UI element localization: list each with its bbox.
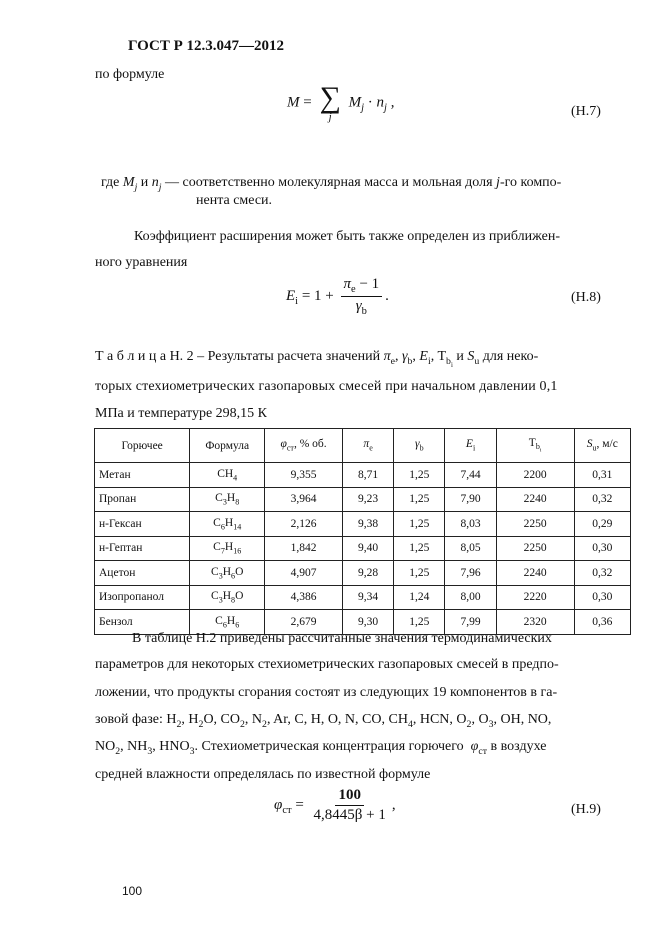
table-row: [95, 487, 631, 512]
header-phi-unit: , % об.: [293, 438, 327, 451]
eq-h9-lhs-sub: ст: [282, 804, 292, 816]
cell-gamma: 1,25: [394, 536, 445, 561]
cell-t: 2250: [496, 536, 574, 561]
eq-h8-numerator: [341, 276, 383, 297]
formula-subscript: 8: [235, 497, 240, 507]
para-phi-sub: ст: [478, 745, 488, 757]
cell-t: 2220: [496, 585, 574, 610]
para-table-line4: [95, 711, 551, 734]
eq-h8-den-sub: b: [361, 306, 367, 317]
cell-e: 8,03: [445, 512, 496, 537]
eq-h9-denominator: 4,8445β + 1: [313, 807, 386, 823]
cell-formula: [190, 585, 265, 610]
cell-pi: 9,30: [342, 610, 393, 635]
component-subscript: 2: [466, 718, 472, 730]
component-subscript: 3: [189, 745, 195, 757]
cell-t: 2240: [496, 561, 574, 586]
header-pi-sub: e: [369, 443, 373, 453]
eq-h8-rhs-start: = 1 +: [301, 287, 334, 304]
cell-s: 0,29: [574, 512, 630, 537]
table-header-row: [95, 429, 631, 463]
cell-t: 2320: [496, 610, 574, 635]
cell-formula: [190, 561, 265, 586]
para-table-line1: В таблице Н.2 приведены рассчитанные значения термодинамических: [132, 631, 552, 646]
cell-phi: 1,842: [265, 536, 343, 561]
formula-part: H: [226, 492, 236, 505]
formula-subscript: 8: [231, 595, 236, 605]
formula-part: CH: [217, 467, 234, 480]
component-text: , HNO: [152, 739, 190, 754]
cell-s: 0,31: [574, 463, 630, 488]
cell-e: 8,00: [445, 585, 496, 610]
caption-and: и: [456, 349, 464, 364]
cell-e: 7,96: [445, 561, 496, 586]
eq-h8-lhs: E: [286, 287, 296, 304]
where-word: где: [101, 175, 120, 190]
cell-gamma: 1,25: [394, 487, 445, 512]
cell-s: 0,32: [574, 487, 630, 512]
equation-number-h8: (Н.8): [571, 290, 601, 305]
para-table-line6: средней влажности определялась по известной формуле: [95, 767, 431, 782]
cell-pi: 9,23: [342, 487, 393, 512]
caption-s: S: [467, 349, 475, 364]
cell-gamma: 1,25: [394, 561, 445, 586]
cell-phi: 4,907: [265, 561, 343, 586]
where-clause-line2: нента смеси.: [196, 193, 273, 208]
component-subscript: 2: [115, 745, 121, 757]
cell-s: 0,30: [574, 536, 630, 561]
formula-part: C: [213, 516, 221, 529]
intro-text: по формуле: [95, 67, 165, 82]
eq-h8-lhs-sub: i: [295, 295, 299, 307]
cell-s: 0,30: [574, 585, 630, 610]
caption-t: T: [437, 349, 447, 364]
formula-part: C: [211, 565, 219, 578]
header-pi: [342, 429, 393, 463]
component-subscript: 2: [198, 718, 204, 730]
component-text: , N: [244, 712, 263, 727]
table-caption-line3: МПа и температуре 298,15 К: [95, 406, 267, 421]
formula-part: O: [235, 565, 244, 578]
eq-h9-trail: ,: [391, 796, 396, 813]
component-subscript: 2: [240, 718, 245, 730]
page-number: 100: [122, 884, 143, 898]
equation-number-h7: (Н.7): [571, 104, 601, 119]
cell-formula: [190, 463, 265, 488]
cell-gamma: 1,25: [394, 463, 445, 488]
caption-pi: π: [383, 349, 391, 364]
component-text: , NH: [120, 739, 148, 754]
where-clause-line1: [101, 174, 561, 197]
cell-phi: 4,386: [265, 585, 343, 610]
header-fuel: Горючее: [95, 429, 190, 463]
component-text: H: [166, 712, 177, 727]
sum-index: j: [328, 111, 332, 123]
formula-subscript: 7: [220, 546, 225, 556]
caption-lead: Т а б л и ц а Н. 2 – Результаты расчета значений: [95, 349, 381, 364]
component-list-part1: [166, 712, 552, 730]
eq-h7-term-m-sub: j: [361, 102, 365, 114]
table-body: [95, 463, 631, 635]
header-s-symbol: S: [586, 438, 593, 451]
cell-pi: 8,71: [342, 463, 393, 488]
cell-t: 2250: [496, 512, 574, 537]
cell-formula: [190, 512, 265, 537]
eq-h8-den-gamma: γ: [355, 298, 362, 314]
eq-h8-denominator: [353, 297, 370, 317]
formula-part: H: [222, 590, 232, 603]
formula-part: C: [215, 492, 223, 505]
formula-subscript: 14: [233, 521, 242, 531]
caption-gamma: γ: [401, 349, 408, 364]
eq-h8-fraction: [341, 276, 383, 317]
header-t: [496, 429, 574, 463]
cell-gamma: 1,25: [394, 512, 445, 537]
component-text: , OH, NO,: [493, 712, 552, 727]
component-text: , Ar, C, H, O, N, CO, CH: [266, 712, 408, 727]
component-text: , HCN, O: [412, 712, 467, 727]
formula-part: H: [226, 614, 236, 627]
document-header: ГОСТ Р 12.3.047—2012: [128, 38, 285, 54]
para-table-line5-end: в воздухе: [490, 739, 547, 754]
header-phi: [265, 429, 343, 463]
where-and: и: [140, 175, 149, 190]
formula-part: C: [213, 541, 221, 554]
caption-gamma-sub: b: [407, 355, 413, 367]
para-phi: φ: [470, 739, 479, 754]
eq-h7-equals: =: [303, 94, 312, 111]
formula-part: H: [224, 541, 234, 554]
header-phi-symbol: φ: [280, 438, 287, 451]
where-dash: —: [165, 175, 180, 190]
cell-gamma: 1,24: [394, 585, 445, 610]
formula-subscript: 3: [218, 595, 223, 605]
formula-subscript: 3: [222, 497, 227, 507]
eq-h9-numerator: 100: [335, 787, 364, 806]
caption-line1-end: для неко-: [482, 349, 539, 364]
eq-h9-fraction: [311, 787, 389, 824]
table-row: [95, 512, 631, 537]
para-table-line4-lead: зовой фазе:: [95, 712, 163, 727]
formula-subscript: 16: [233, 546, 242, 556]
cell-fuel: Изопропанол: [95, 585, 190, 610]
cell-e: 7,90: [445, 487, 496, 512]
cell-s: 0,32: [574, 561, 630, 586]
para-coef-line2: ного уравнения: [95, 255, 188, 270]
cell-fuel: н-Гептан: [95, 536, 190, 561]
header-t-symbol: T: [528, 437, 536, 450]
component-list-part2: [95, 739, 195, 757]
component-subscript: 2: [176, 718, 182, 730]
formula-part: C: [215, 614, 223, 627]
cell-t: 2240: [496, 487, 574, 512]
header-t-sub-b: b: [535, 442, 540, 452]
cell-phi: 9,355: [265, 463, 343, 488]
results-table: [94, 428, 631, 635]
where-text-part1: соответственно молекулярная масса и мольная доля: [182, 175, 493, 190]
eq-h8-num-sub: e: [351, 284, 356, 295]
table-row: [95, 536, 631, 561]
formula-part: H: [224, 516, 234, 529]
formula-subscript: 4: [233, 472, 238, 482]
cell-e: 8,05: [445, 536, 496, 561]
header-gamma: [394, 429, 445, 463]
header-s-sub: u: [592, 443, 597, 453]
eq-h7-term-n: n: [376, 94, 385, 111]
cell-s: 0,36: [574, 610, 630, 635]
para-coef-line1: Коэффициент расширения может быть также определен из приближен-: [134, 229, 560, 244]
eq-h8-num-rest: − 1: [359, 276, 380, 292]
component-text: NO: [95, 739, 116, 754]
table-caption-line2: торых стехиометрических газопаровых смесей при начальном давлении 0,1: [95, 379, 558, 394]
equation-number-h9: (Н.9): [571, 802, 601, 817]
cell-fuel: Ацетон: [95, 561, 190, 586]
equation-h8: [286, 276, 389, 317]
para-table-line2: параметров для некоторых стехиометрических газопаровых смесей в предпо-: [95, 657, 559, 672]
caption-t-sub: [446, 356, 453, 367]
eq-h7-dot: ·: [367, 94, 373, 111]
table-row: [95, 463, 631, 488]
caption-t-sub-b: b: [446, 355, 451, 367]
table-caption-line1: Т а б л и ц а Н. 2 – Результаты расчета значений $\pi_e$, $\gamma_b$, $E_i$, $T_{b_i}$ и $S_u$ для неко-: [95, 349, 539, 369]
cell-pi: 9,38: [342, 512, 393, 537]
component-text: , H: [181, 712, 199, 727]
where-j: j: [496, 175, 500, 190]
where-m: M: [122, 175, 135, 190]
where-n: n: [151, 175, 159, 190]
formula-part: O: [235, 590, 244, 603]
eq-h7-lhs: M: [287, 94, 300, 111]
sum-operator: [319, 81, 341, 123]
header-phi-sub: ст: [286, 443, 294, 453]
component-subscript: 3: [147, 745, 153, 757]
formula-subscript: 6: [222, 619, 227, 629]
cell-pi: 9,34: [342, 585, 393, 610]
component-subscript: 4: [407, 718, 413, 730]
cell-fuel: Бензол: [95, 610, 190, 635]
header-e: [445, 429, 496, 463]
eq-h7-term-m: M: [348, 94, 362, 111]
caption-e: E: [419, 349, 428, 364]
eq-h9-equals: =: [295, 796, 304, 813]
formula-subscript: 6: [231, 570, 236, 580]
eq-h9-lhs: φ: [274, 796, 283, 813]
component-text: O, CO: [203, 712, 240, 727]
equation-h9: [274, 787, 396, 824]
formula-subscript: 3: [218, 570, 223, 580]
formula-subscript: 6: [220, 521, 225, 531]
cell-pi: 9,28: [342, 561, 393, 586]
eq-h8-num-pi: π: [343, 276, 352, 292]
caption-pi-sub: e: [390, 355, 395, 367]
header-formula: Формула: [190, 429, 265, 463]
header-t-sub: [535, 442, 542, 454]
cell-pi: 9,40: [342, 536, 393, 561]
component-subscript: 2: [262, 718, 267, 730]
header-s-unit: , м/с: [596, 438, 618, 451]
caption-e-sub: i: [427, 355, 431, 367]
formula-part: H: [222, 565, 232, 578]
where-text-part2: -го компо-: [499, 175, 562, 190]
cell-e: 7,99: [445, 610, 496, 635]
header-e-sub: i: [472, 443, 476, 453]
para-table-line5: [95, 738, 546, 761]
where-n-sub: j: [158, 181, 162, 193]
para-table-line3: ложении, что продукты сгорания состоят из следующих 19 компонентов в га-: [95, 685, 558, 700]
eq-h7-term-n-sub: j: [384, 102, 387, 114]
eq-h7-trail: ,: [390, 94, 395, 111]
header-gamma-sub: b: [419, 443, 424, 453]
header-pi-symbol: π: [363, 438, 370, 451]
eq-h8-trail: .: [385, 287, 389, 304]
table-row: [95, 585, 631, 610]
header-gamma-symbol: γ: [415, 438, 420, 451]
table-row: [95, 561, 631, 586]
formula-subscript: 6: [235, 619, 240, 629]
sum-symbol: ∑: [319, 81, 341, 114]
caption-t-sub-i: i: [450, 361, 453, 369]
cell-gamma: 1,25: [394, 610, 445, 635]
cell-phi: 2,679: [265, 610, 343, 635]
para-table-line5-rest: . Стехиометрическая концентрация горючего: [194, 739, 464, 754]
header-e-symbol: E: [465, 438, 473, 451]
component-subscript: 3: [488, 718, 494, 730]
cell-fuel: Пропан: [95, 487, 190, 512]
component-text: , O: [471, 712, 489, 727]
equation-h7: [287, 81, 395, 123]
cell-formula: [190, 536, 265, 561]
cell-t: 2200: [496, 463, 574, 488]
cell-fuel: н-Гексан: [95, 512, 190, 537]
header-s: [574, 429, 630, 463]
cell-e: 7,44: [445, 463, 496, 488]
header-t-sub-i: i: [539, 447, 542, 454]
cell-formula: [190, 487, 265, 512]
caption-s-sub: u: [474, 355, 480, 367]
formula-part: C: [211, 590, 219, 603]
cell-phi: 2,126: [265, 512, 343, 537]
cell-phi: 3,964: [265, 487, 343, 512]
where-m-sub: j: [134, 181, 138, 193]
cell-fuel: Метан: [95, 463, 190, 488]
